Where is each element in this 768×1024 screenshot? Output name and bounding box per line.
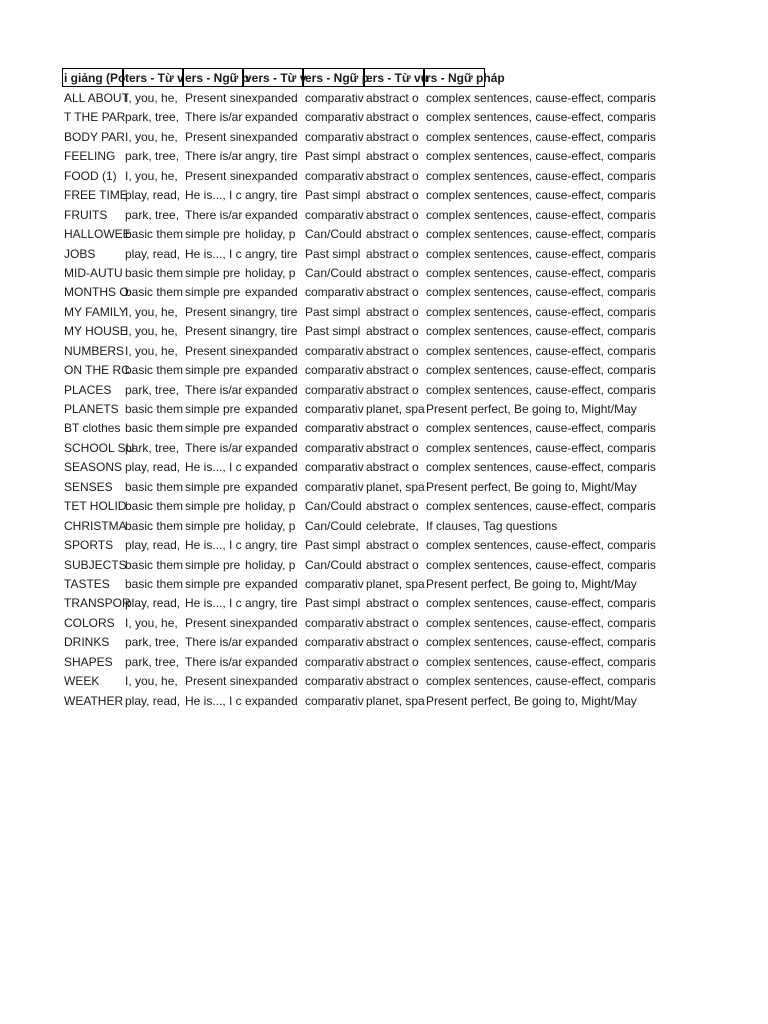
table-cell[interactable]: I, you, he, [125, 343, 178, 358]
table-cell[interactable]: comparativ [305, 110, 364, 125]
topic-cell[interactable]: TASTES [64, 576, 110, 591]
table-cell[interactable]: complex sentences, cause-effect, comparis [426, 363, 656, 378]
table-cell[interactable]: expanded [245, 382, 298, 397]
table-cell[interactable]: abstract o [366, 246, 419, 261]
table-cell[interactable]: comparativ [305, 285, 364, 300]
table-cell[interactable]: play, read, [125, 460, 181, 475]
table-cell[interactable]: abstract o [366, 499, 419, 514]
table-cell[interactable]: planet, spa [366, 576, 425, 591]
topic-cell[interactable]: CHRISTMA [64, 518, 127, 533]
header-cell[interactable]: ers - Ngữ p [303, 68, 364, 87]
table-cell[interactable]: simple pre [185, 499, 241, 514]
topic-cell[interactable]: SENSES [64, 479, 113, 494]
table-cell[interactable]: simple pre [185, 479, 241, 494]
table-cell[interactable]: comparativ [305, 207, 364, 222]
table-cell[interactable]: complex sentences, cause-effect, comparis [426, 654, 656, 669]
table-cell[interactable]: planet, spa [366, 402, 425, 416]
table-cell[interactable]: complex sentences, cause-effect, comparis [426, 343, 656, 358]
topic-cell[interactable]: TRANSPOR [64, 596, 131, 611]
table-cell[interactable]: play, read, [125, 188, 181, 203]
table-cell[interactable]: complex sentences, cause-effect, comparis [426, 324, 656, 339]
table-cell[interactable]: There is/ar [185, 149, 243, 164]
table-cell[interactable]: There is/ar [185, 382, 243, 397]
topic-cell[interactable]: TET HOLID [64, 499, 127, 514]
table-cell[interactable]: complex sentences, cause-effect, comparis [426, 557, 656, 572]
table-cell[interactable]: complex sentences, cause-effect, comparis [426, 285, 656, 300]
table-cell[interactable]: basic them [125, 518, 184, 533]
table-cell[interactable]: simple pre [185, 265, 241, 280]
table-row [63, 245, 703, 264]
table-cell[interactable]: expanded [245, 402, 298, 416]
table-cell[interactable]: expanded [245, 674, 298, 689]
table-cell[interactable]: complex sentences, cause-effect, comparis [426, 207, 656, 222]
table-cell[interactable]: complex sentences, cause-effect, comparis [426, 265, 656, 280]
table-cell[interactable]: There is/ar [185, 110, 243, 125]
table-row [63, 128, 703, 147]
topic-cell[interactable]: FREE TIME [64, 188, 128, 203]
topic-cell[interactable]: T THE PAR [64, 110, 126, 125]
table-row [63, 400, 703, 419]
table-row [63, 439, 703, 458]
table-cell[interactable]: comparativ [305, 343, 364, 358]
table-row [63, 419, 703, 438]
topic-cell[interactable]: MY HOUSE [64, 324, 128, 339]
table-row [63, 322, 703, 341]
table-row [63, 653, 703, 672]
table-cell[interactable]: basic them [125, 227, 184, 242]
table-cell[interactable]: angry, tire [245, 538, 298, 553]
table-row [63, 497, 703, 516]
table-cell[interactable]: basic them [125, 421, 184, 436]
table-cell[interactable]: expanded [245, 91, 298, 105]
table-cell[interactable]: abstract o [366, 557, 419, 572]
topic-cell[interactable]: BT clothes [64, 421, 121, 436]
table-cell[interactable]: Present sin [185, 168, 246, 183]
table-cell[interactable]: Can/Could [305, 265, 362, 280]
table-cell[interactable]: complex sentences, cause-effect, comparis [426, 538, 656, 553]
topic-cell[interactable]: MID-AUTU [64, 265, 123, 280]
table-cell[interactable]: holiday, p [245, 557, 296, 572]
table-cell[interactable]: expanded [245, 615, 298, 630]
table-cell[interactable]: complex sentences, cause-effect, comparis [426, 674, 656, 689]
table-cell[interactable]: celebrate, [366, 518, 419, 533]
table-cell[interactable]: I, you, he, [125, 324, 178, 339]
table-cell[interactable]: Present perfect, Be going to, Might/May [426, 402, 637, 416]
table-cell[interactable]: Past simpl [305, 304, 361, 319]
table-cell[interactable]: He is..., I c [185, 460, 242, 475]
table-cell[interactable]: I, you, he, [125, 615, 178, 630]
table-cell[interactable]: I, you, he, [125, 304, 178, 319]
header-cell[interactable]: rs - Ngữ pháp [424, 68, 485, 87]
table-cell[interactable]: abstract o [366, 343, 419, 358]
table-row [63, 692, 703, 711]
header-cell[interactable]: i giảng (Po [62, 68, 123, 87]
table-cell[interactable]: simple pre [185, 363, 241, 378]
table-cell[interactable]: abstract o [366, 227, 419, 242]
header-cell[interactable]: ters - Từ v [123, 68, 183, 87]
table-cell[interactable]: angry, tire [245, 324, 298, 339]
topic-cell[interactable]: ALL ABOUT [64, 91, 129, 105]
table-cell[interactable]: abstract o [366, 615, 419, 630]
table-cell[interactable]: basic them [125, 499, 184, 514]
table-cell[interactable]: He is..., I c [185, 246, 242, 261]
topic-cell[interactable]: SEASONS [64, 460, 123, 475]
table-row [63, 614, 703, 633]
table-cell[interactable]: abstract o [366, 324, 419, 339]
topic-cell[interactable]: PLACES [64, 382, 112, 397]
topic-cell[interactable]: MY FAMILY [64, 304, 127, 319]
table-cell[interactable]: park, tree, [125, 207, 180, 222]
table-body [63, 89, 703, 711]
table-cell[interactable]: comparativ [305, 363, 364, 378]
table-cell[interactable]: comparativ [305, 91, 364, 105]
table-cell[interactable]: expanded [245, 693, 298, 708]
table-cell[interactable]: expanded [245, 110, 298, 125]
table-cell[interactable]: abstract o [366, 265, 419, 280]
table-cell[interactable]: I, you, he, [125, 168, 178, 183]
table-cell[interactable]: Present perfect, Be going to, Might/May [426, 576, 637, 591]
table-cell[interactable]: Present sin [185, 324, 246, 339]
topic-cell[interactable]: SUBJECTS [64, 557, 127, 572]
table-cell[interactable]: comparativ [305, 576, 364, 591]
table-cell[interactable]: complex sentences, cause-effect, comparis [426, 91, 656, 105]
table-row [63, 283, 703, 302]
table-cell[interactable]: holiday, p [245, 518, 296, 533]
topic-cell[interactable]: FOOD (1) [64, 168, 117, 183]
table-row [63, 575, 703, 594]
table-cell[interactable]: park, tree, [125, 382, 180, 397]
table-cell[interactable]: expanded [245, 343, 298, 358]
table-cell[interactable]: There is/ar [185, 207, 243, 222]
table-cell[interactable]: abstract o [366, 654, 419, 669]
header-row [63, 68, 703, 87]
table-cell[interactable]: complex sentences, cause-effect, comparis [426, 129, 656, 144]
table-cell[interactable]: angry, tire [245, 149, 298, 164]
table-cell[interactable]: abstract o [366, 382, 419, 397]
table-cell[interactable]: abstract o [366, 538, 419, 553]
table-cell[interactable]: complex sentences, cause-effect, comparis [426, 615, 656, 630]
table-cell[interactable]: Can/Could [305, 499, 362, 514]
topic-cell[interactable]: DRINKS [64, 635, 110, 650]
table-cell[interactable]: abstract o [366, 207, 419, 222]
table-cell[interactable]: simple pre [185, 576, 241, 591]
table-row [63, 167, 703, 186]
table-cell[interactable]: complex sentences, cause-effect, comparis [426, 188, 656, 203]
table-cell[interactable]: Present sin [185, 91, 246, 105]
table-cell[interactable]: basic them [125, 265, 184, 280]
table-row [63, 458, 703, 477]
table-cell[interactable]: park, tree, [125, 149, 180, 164]
table-cell[interactable]: complex sentences, cause-effect, comparis [426, 168, 656, 183]
table-cell[interactable]: comparativ [305, 421, 364, 436]
table-row [63, 517, 703, 536]
table-cell[interactable]: complex sentences, cause-effect, comparis [426, 246, 656, 261]
table-cell[interactable]: abstract o [366, 129, 419, 144]
table-cell[interactable]: expanded [245, 363, 298, 378]
table-cell[interactable]: complex sentences, cause-effect, comparis [426, 149, 656, 164]
table-cell[interactable]: angry, tire [245, 304, 298, 319]
table-cell[interactable]: If clauses, Tag questions [426, 518, 558, 533]
table-cell[interactable]: holiday, p [245, 265, 296, 280]
table-cell[interactable]: There is/ar [185, 654, 243, 669]
table-cell[interactable]: comparativ [305, 654, 364, 669]
table-cell[interactable]: Past simpl [305, 246, 361, 261]
table-row [63, 361, 703, 380]
table-cell[interactable]: planet, spa [366, 693, 425, 708]
topic-cell[interactable]: FRUITS [64, 207, 108, 222]
table-cell[interactable]: basic them [125, 285, 184, 300]
table-cell[interactable]: abstract o [366, 635, 419, 650]
table-cell[interactable]: comparativ [305, 460, 364, 475]
header-cell[interactable]: ers - Ngữ p [183, 68, 243, 87]
table-cell[interactable]: comparativ [305, 615, 364, 630]
table-cell[interactable]: Can/Could [305, 518, 362, 533]
table-cell[interactable]: Present sin [185, 674, 246, 689]
table-cell[interactable]: park, tree, [125, 440, 180, 455]
table-row [63, 225, 703, 244]
table-cell[interactable]: complex sentences, cause-effect, comparis [426, 382, 656, 397]
topic-cell[interactable]: NUMBERS [64, 343, 125, 358]
table-cell[interactable]: comparativ [305, 440, 364, 455]
table-cell[interactable]: abstract o [366, 91, 419, 105]
table-cell[interactable]: simple pre [185, 227, 241, 242]
table-row [63, 89, 703, 108]
table-cell[interactable]: abstract o [366, 168, 419, 183]
table-cell[interactable]: expanded [245, 129, 298, 144]
table-cell[interactable]: planet, spa [366, 479, 425, 494]
table-row [63, 186, 703, 205]
table-cell[interactable]: abstract o [366, 421, 419, 436]
table-cell[interactable]: play, read, [125, 693, 181, 708]
table-cell[interactable]: abstract o [366, 596, 419, 611]
table-cell[interactable]: basic them [125, 402, 184, 416]
table-cell[interactable]: expanded [245, 440, 298, 455]
header-cell[interactable]: ers - Từ vu [364, 68, 424, 87]
table-cell[interactable]: basic them [125, 557, 184, 572]
table-cell[interactable]: simple pre [185, 421, 241, 436]
table-cell[interactable]: abstract o [366, 188, 419, 203]
table-cell[interactable]: expanded [245, 576, 298, 591]
table-row [63, 264, 703, 283]
table-cell[interactable]: There is/ar [185, 635, 243, 650]
table-cell[interactable]: park, tree, [125, 110, 180, 125]
topic-cell[interactable]: SPORTS [64, 538, 114, 553]
table-cell[interactable]: I, you, he, [125, 129, 178, 144]
table-cell[interactable]: basic them [125, 479, 184, 494]
table-cell[interactable]: simple pre [185, 518, 241, 533]
table-row [63, 108, 703, 127]
table-row [63, 147, 703, 166]
table-cell[interactable]: complex sentences, cause-effect, comparis [426, 499, 656, 514]
table-cell[interactable]: abstract o [366, 285, 419, 300]
table-cell[interactable]: expanded [245, 285, 298, 300]
table-cell[interactable]: complex sentences, cause-effect, comparis [426, 596, 656, 611]
table-cell[interactable]: comparativ [305, 168, 364, 183]
table-cell[interactable]: holiday, p [245, 227, 296, 242]
table-cell[interactable]: He is..., I c [185, 538, 242, 553]
table-cell[interactable]: complex sentences, cause-effect, comparis [426, 227, 656, 242]
topic-cell[interactable]: WEEK [64, 674, 100, 689]
table-cell[interactable]: abstract o [366, 110, 419, 125]
topic-cell[interactable]: FEELING [64, 149, 116, 164]
table-cell[interactable]: abstract o [366, 674, 419, 689]
table-cell[interactable]: expanded [245, 421, 298, 436]
table-cell[interactable]: play, read, [125, 246, 181, 261]
table-cell[interactable]: complex sentences, cause-effect, comparis [426, 110, 656, 125]
topic-cell[interactable]: COLORS [64, 615, 115, 630]
table-cell[interactable]: angry, tire [245, 596, 298, 611]
table-cell[interactable]: park, tree, [125, 635, 180, 650]
table-cell[interactable]: Present perfect, Be going to, Might/May [426, 479, 637, 494]
table-cell[interactable]: expanded [245, 479, 298, 494]
table-row [63, 536, 703, 555]
topic-cell[interactable]: WEATHER [64, 693, 124, 708]
table-cell[interactable]: basic them [125, 363, 184, 378]
table-cell[interactable]: play, read, [125, 596, 181, 611]
table-cell[interactable]: complex sentences, cause-effect, comparis [426, 440, 656, 455]
table-row [63, 342, 703, 361]
table-cell[interactable]: complex sentences, cause-effect, comparis [426, 304, 656, 319]
topic-cell[interactable]: PLANETS [64, 402, 119, 416]
table-cell[interactable]: abstract o [366, 304, 419, 319]
topic-cell[interactable]: ON THE RC [64, 363, 130, 378]
table-cell[interactable]: Past simpl [305, 188, 361, 203]
table-cell[interactable]: complex sentences, cause-effect, comparis [426, 421, 656, 436]
topic-cell[interactable]: SCHOOL SU [64, 440, 135, 455]
table-cell[interactable]: He is..., I c [185, 596, 242, 611]
spreadsheet-sheet [63, 68, 703, 711]
table-cell[interactable]: Present sin [185, 615, 246, 630]
table-cell[interactable]: angry, tire [245, 188, 298, 203]
table-cell[interactable]: Past simpl [305, 596, 361, 611]
table-cell[interactable]: I, you, he, [125, 91, 178, 105]
table-row [63, 303, 703, 322]
table-cell[interactable]: abstract o [366, 440, 419, 455]
topic-cell[interactable]: MONTHS O [64, 285, 129, 300]
table-cell[interactable]: simple pre [185, 285, 241, 300]
table-cell[interactable]: Can/Could [305, 227, 362, 242]
table-row [63, 381, 703, 400]
table-cell[interactable]: Present sin [185, 129, 246, 144]
table-cell[interactable]: Present sin [185, 304, 246, 319]
table-row [63, 206, 703, 225]
table-cell[interactable]: comparativ [305, 479, 364, 494]
table-row [63, 594, 703, 613]
table-row [63, 672, 703, 691]
table-cell[interactable]: expanded [245, 635, 298, 650]
table-cell[interactable]: He is..., I c [185, 693, 242, 708]
table-cell[interactable]: comparativ [305, 635, 364, 650]
table-row [63, 478, 703, 497]
table-cell[interactable]: There is/ar [185, 440, 243, 455]
table-cell[interactable]: play, read, [125, 538, 181, 553]
table-cell[interactable]: expanded [245, 460, 298, 475]
table-cell[interactable]: complex sentences, cause-effect, comparis [426, 460, 656, 475]
table-cell[interactable]: Past simpl [305, 538, 361, 553]
topic-cell[interactable]: SHAPES [64, 654, 113, 669]
table-cell[interactable]: comparativ [305, 674, 364, 689]
table-cell[interactable]: abstract o [366, 363, 419, 378]
table-cell[interactable]: expanded [245, 654, 298, 669]
table-cell[interactable]: Present perfect, Be going to, Might/May [426, 693, 637, 708]
table-row [63, 556, 703, 575]
table-cell[interactable]: complex sentences, cause-effect, comparis [426, 635, 656, 650]
table-cell[interactable]: holiday, p [245, 499, 296, 514]
table-cell[interactable]: expanded [245, 168, 298, 183]
table-cell[interactable]: simple pre [185, 402, 241, 416]
table-cell[interactable]: abstract o [366, 460, 419, 475]
table-cell[interactable]: simple pre [185, 557, 241, 572]
table-cell[interactable]: Past simpl [305, 149, 361, 164]
table-cell[interactable]: I, you, he, [125, 674, 178, 689]
table-cell[interactable]: comparativ [305, 382, 364, 397]
table-cell[interactable]: comparativ [305, 129, 364, 144]
header-cell[interactable]: vers - Từ v [243, 68, 303, 87]
table-cell[interactable]: expanded [245, 207, 298, 222]
table-cell[interactable]: abstract o [366, 149, 419, 164]
table-cell[interactable]: comparativ [305, 693, 364, 708]
table-cell[interactable]: Present sin [185, 343, 246, 358]
table-cell[interactable]: angry, tire [245, 246, 298, 261]
table-cell[interactable]: comparativ [305, 402, 364, 416]
table-cell[interactable]: He is..., I c [185, 188, 242, 203]
table-cell[interactable]: Can/Could [305, 557, 362, 572]
topic-cell[interactable]: JOBS [64, 246, 96, 261]
topic-cell[interactable]: HALLOWEE [64, 227, 131, 242]
table-row [63, 633, 703, 652]
topic-cell[interactable]: BODY PAR [64, 129, 125, 144]
table-cell[interactable]: Past simpl [305, 324, 361, 339]
table-cell[interactable]: park, tree, [125, 654, 180, 669]
table-cell[interactable]: basic them [125, 576, 184, 591]
